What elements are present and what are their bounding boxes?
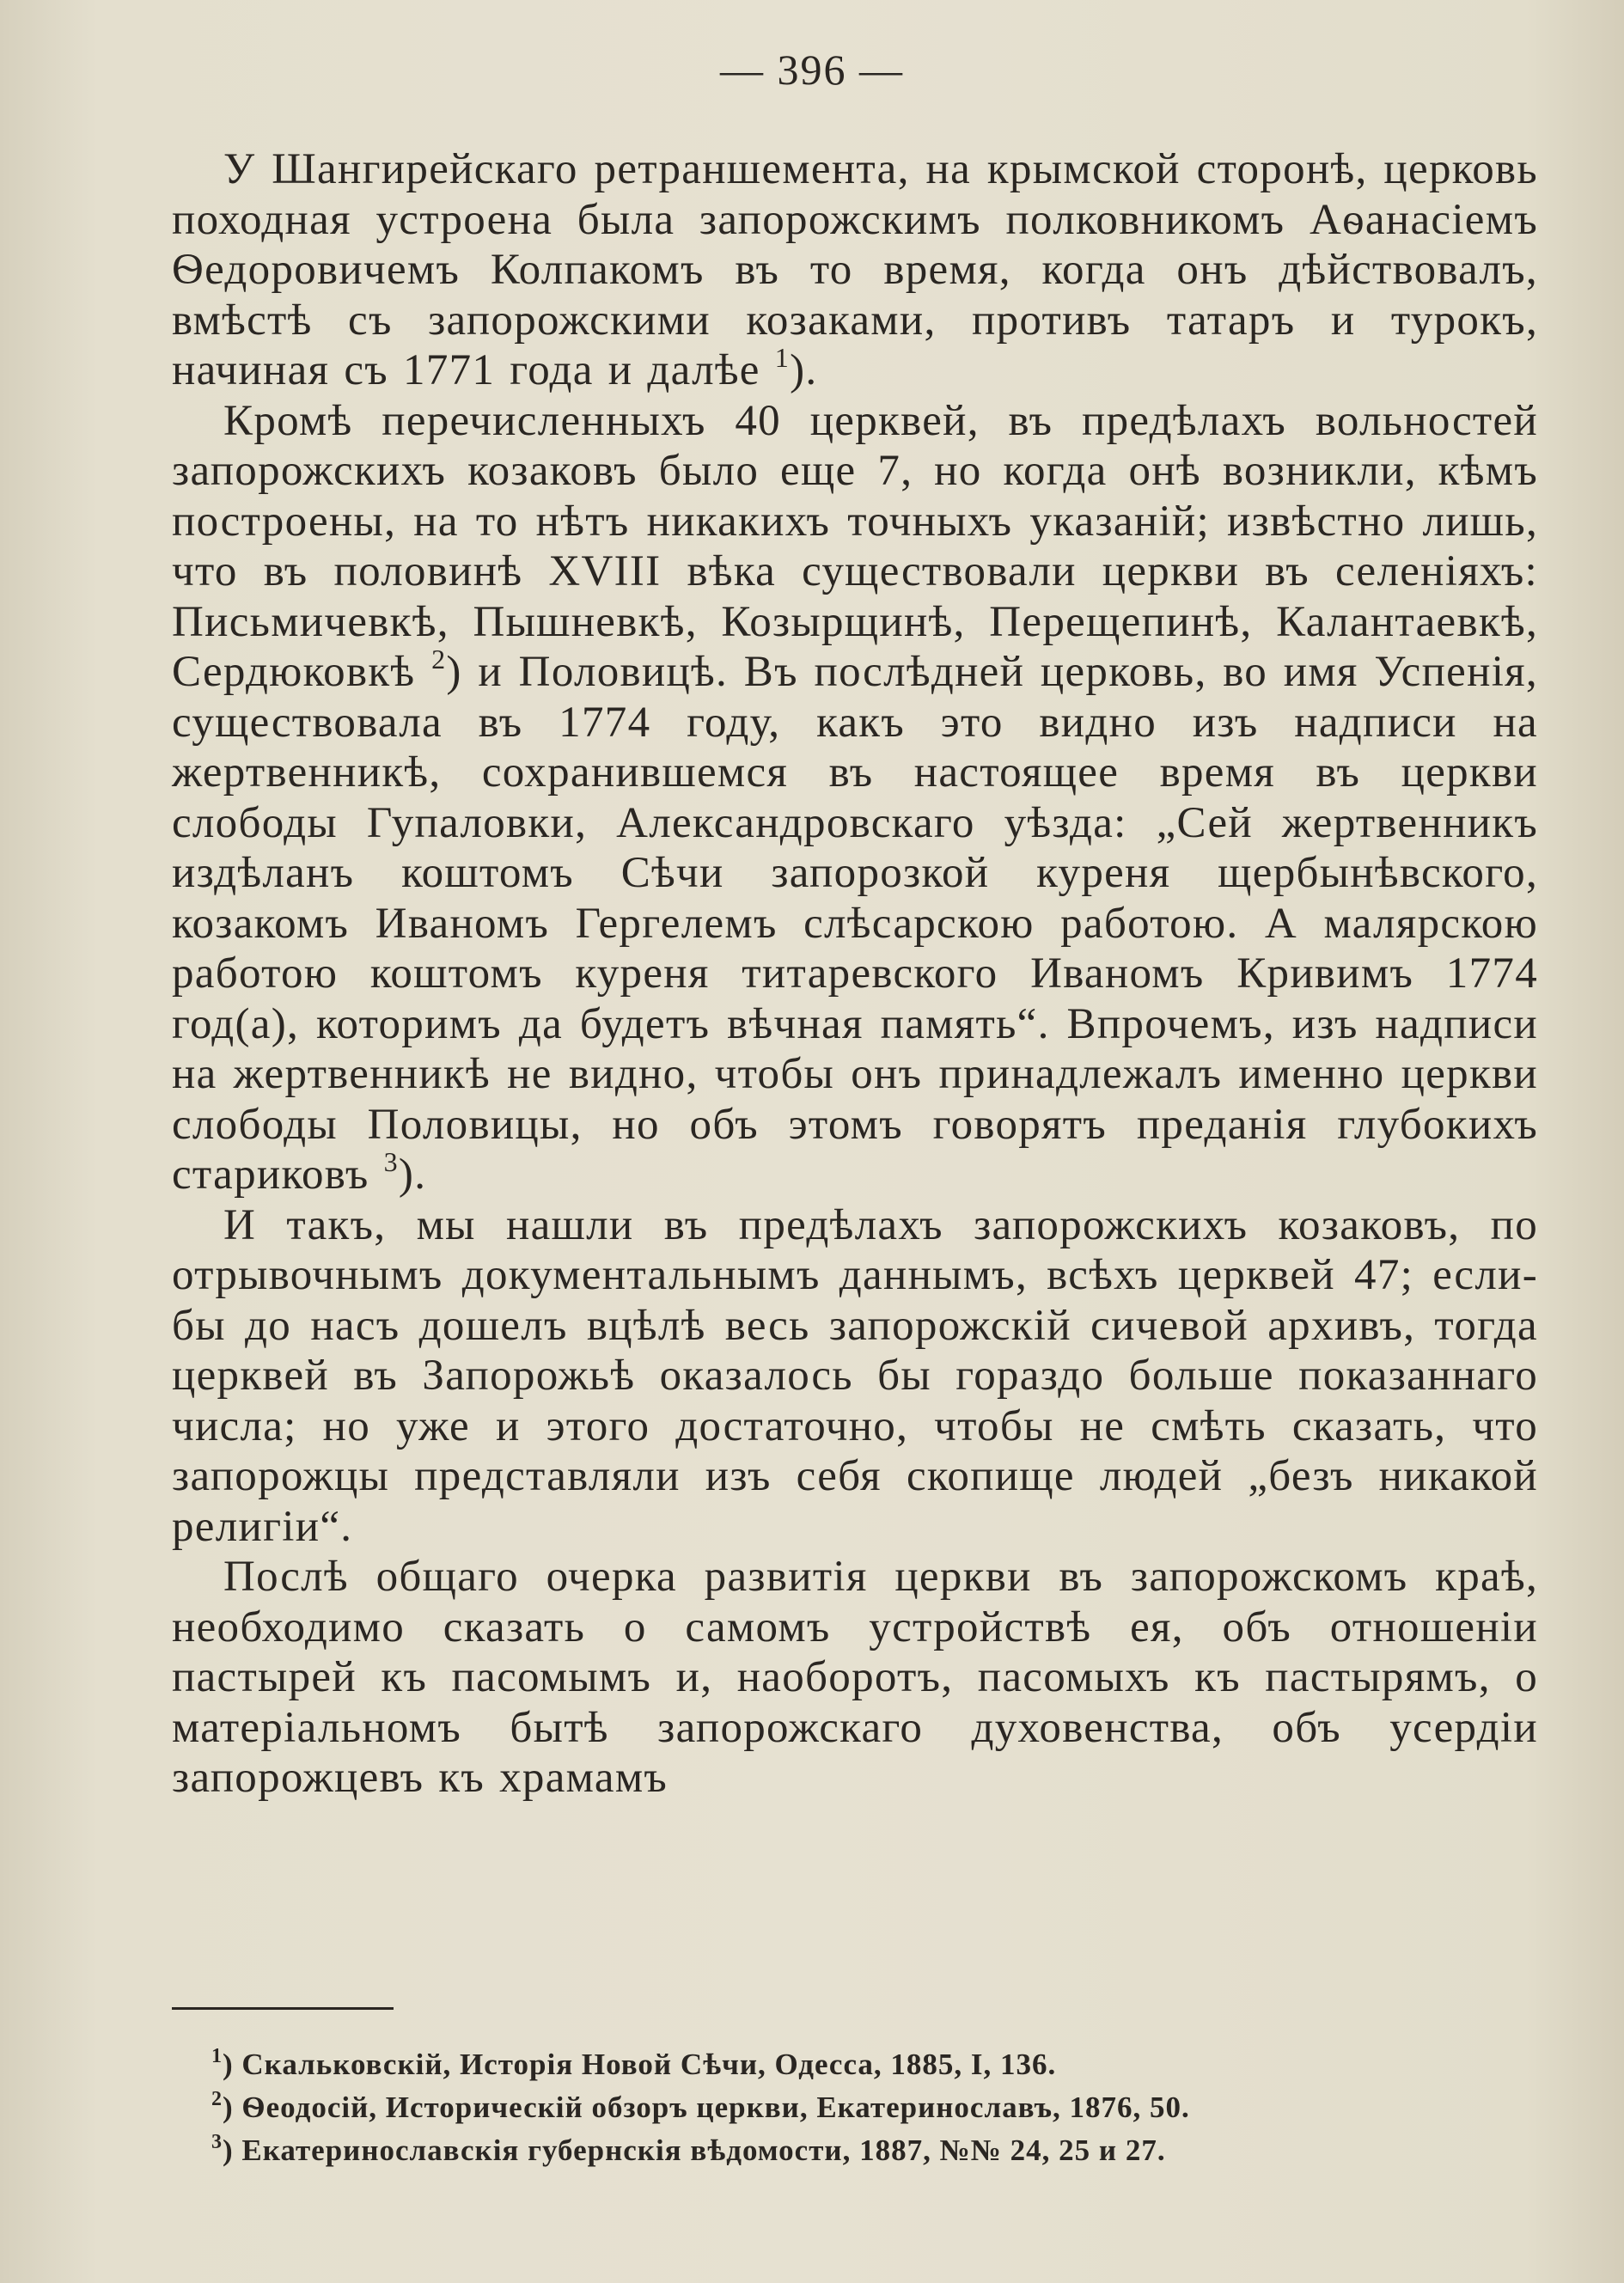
paragraph: [172, 1200, 1538, 1553]
paragraph: [172, 1552, 1538, 1804]
footnote-ref[interactable]: 3: [383, 1146, 399, 1177]
footnote-ref[interactable]: 1: [774, 342, 791, 373]
paragraph-text: Послѣ общаго очерка развитія церкви въ запорожскомъ краѣ, необходимо сказать о самомъ устройствѣ ея, объ отношеніи пастырей къ пасомымъ и, наоборотъ, пасомыхъ къ пастырямъ, о матеріальномъ бытѣ запорожскаго духовенства, объ усердіи запорожцевъ къ храмамъ: [172, 1553, 1538, 1802]
footnote-mark: 3: [211, 2131, 223, 2153]
paragraph-text: ).: [790, 346, 818, 394]
footnote-divider: [172, 2007, 394, 2010]
footnote-item: [211, 2043, 1500, 2086]
paragraph-text: У Шангирейскаго ретраншемента, на крымской сторонѣ, церковь походная устроена была запорожскимъ полковникомъ Аѳанасіемъ Ѳедоровичемъ Колпакомъ въ то время, когда онъ дѣйствовалъ, вмѣстѣ съ запорожскими козаками, противъ татаръ и турокъ, начиная съ 1771 года и далѣе: [172, 145, 1538, 394]
paragraph: [172, 144, 1538, 396]
footnote-item: [211, 2086, 1500, 2129]
footnote-text: ) Скальковскій, Исторія Новой Сѣчи, Одесса, 1885, I, 136.: [223, 2048, 1057, 2081]
footnote-ref[interactable]: 2: [431, 644, 447, 675]
footnote-text: ) Ѳеодосій, Историческій обзоръ церкви, Екатеринославъ, 1876, 50.: [223, 2091, 1190, 2124]
paragraph-text: Кромѣ перечисленныхъ 40 церквей, въ предѣлахъ вольностей запорожскихъ козаковъ было еще 7, но когда онѣ возникли, кѣмъ построены, на то нѣтъ никакихъ точныхъ указаній; извѣстно лишь, что въ половинѣ XVIII вѣка существовали церкви въ селеніяхъ: Письмичевкѣ, Пышневкѣ, Козырщинѣ, Перещепинѣ, Калантаевкѣ, Сердюковкѣ: [172, 396, 1538, 696]
footnote-item: [211, 2129, 1500, 2172]
footnotes: [211, 2043, 1500, 2172]
footnote-text: ) Екатеринославскія губернскія вѣдомости, 1887, №№ 24, 25 и 27.: [223, 2133, 1166, 2167]
paragraph: [172, 396, 1538, 1200]
paragraph-text: И такъ, мы нашли въ предѣлахъ запорожскихъ козаковъ, по отрывочнымъ документальнымъ даннымъ, всѣхъ церквей 47; если-бы до насъ дошелъ вцѣлѣ весь запорожскій сичевой архивъ, тогда церквей въ Запорожьѣ оказалось бы гораздо больше показаннаго числа; но уже и этого достаточно, чтобы не смѣть сказать, что запорожцы представляли изъ себя скопище людей „безъ никакой религіи“.: [172, 1200, 1538, 1551]
footnote-mark: 2: [211, 2088, 223, 2110]
page-number: — 396 —: [720, 46, 904, 94]
body-text: [172, 144, 1538, 1804]
footnote-mark: 1: [211, 2045, 223, 2067]
paragraph-text: ).: [398, 1151, 427, 1199]
paragraph-text: ) и Половицѣ. Въ послѣдней церковь, во имя Успенія, существовала въ 1774 году, какъ это видно изъ надписи на жертвенникѣ, сохранившемся въ настоящее время въ церкви слободы Гупаловки, Александровскаго уѣзда: „Сей жертвенникъ издѣланъ коштомъ Сѣчи запорозкой куреня щербынѣвского, козакомъ Иваномъ Гергелемъ слѣсарскою работою. А малярскою работою коштомъ куреня титаревского Иваномъ Кривимъ 1774 год(а), которимъ да будетъ вѣчная память“. Впрочемъ, изъ надписи на жертвенникѣ не видно, чтобы онъ принадлежалъ именно церкви слободы Половицы, но объ этомъ говорятъ преданія глубокихъ стариковъ: [172, 648, 1538, 1199]
